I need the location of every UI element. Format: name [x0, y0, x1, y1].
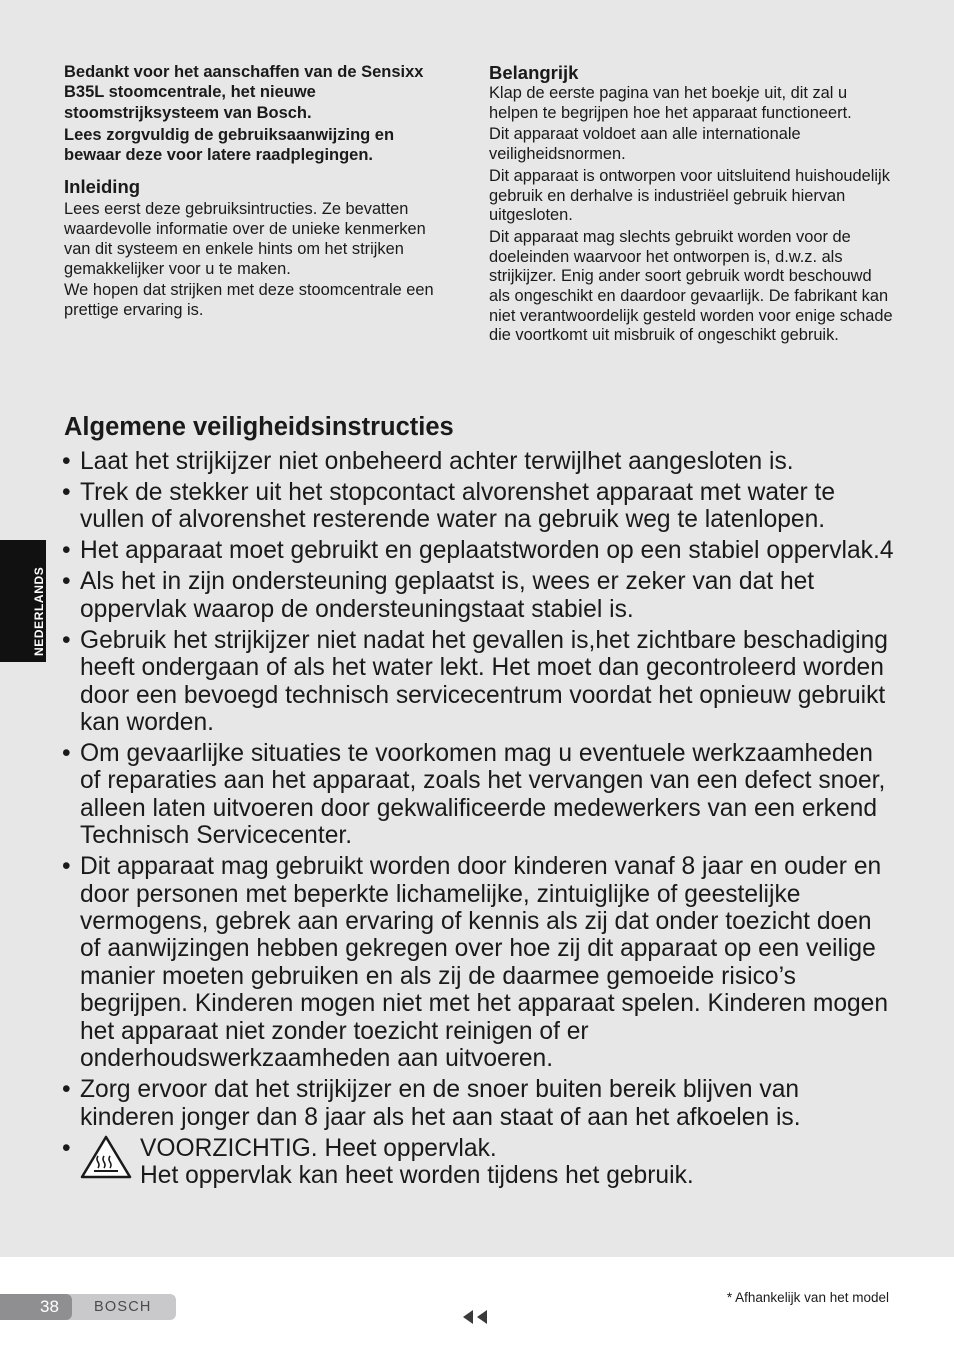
- bullet-marker: •: [62, 626, 71, 654]
- bullet-marker: •: [62, 853, 71, 881]
- belangrijk-paragraph-4: Dit apparaat mag slechts gebruikt worden voor de doeleinden waarvoor het ontworpen is, d.w.z. als strijkijzer. Enig ander soort gebruik wordt beschouwd als ongeschikt en daardoor gevaarlijk. De fabrikant kan niet verantwoordelijk gesteld worden voor enige schade die voortkomt uit misbruik of ongeschikt gebruik.: [489, 227, 893, 345]
- bullet-marker: •: [62, 1076, 71, 1104]
- safety-bullet-item: [62, 568, 894, 623]
- double-left-arrow-icon[interactable]: [461, 1308, 491, 1326]
- warning-line-1: VOORZICHTIG. Heet oppervlak.: [140, 1134, 497, 1162]
- brand-label: BOSCH: [94, 1299, 152, 1315]
- belangrijk-paragraph-3: Dit apparaat is ontworpen voor uitsluitend huishoudelijk gebruik en derhalve is industriëel gebruik hiervan uitgesloten.: [489, 166, 890, 225]
- language-tab-label: NEDERLANDS: [32, 566, 46, 656]
- bullet-marker: •: [62, 479, 71, 506]
- right-column: [489, 62, 894, 346]
- safety-bullet-item: [62, 853, 894, 1072]
- bullet-marker: •: [62, 537, 71, 565]
- safety-bullet-list: [62, 448, 894, 1191]
- bullet-marker: •: [62, 448, 71, 475]
- bullet-text: Het apparaat moet gebruikt en geplaatstworden op een stabiel oppervlak.4: [80, 537, 894, 565]
- heading-inleiding: Inleiding: [64, 176, 141, 198]
- bullet-text: Laat het strijkijzer niet onbeheerd achter terwijlhet aangesloten is.: [80, 448, 794, 475]
- hot-surface-warning-icon: [80, 1135, 132, 1179]
- footnote: * Afhankelijk van het model: [726, 1290, 889, 1305]
- belangrijk-paragraph-1: Klap de eerste pagina van het boekje uit, dit zal u helpen te begrijpen hoe het apparaat functioneert.: [489, 84, 852, 122]
- warning-text: [140, 1135, 694, 1190]
- heading-belangrijk: Belangrijk: [489, 62, 579, 83]
- safety-bullet-item: [62, 448, 894, 475]
- warning-line-2: Het oppervlak kan heet worden tijdens het gebruik.: [140, 1161, 694, 1189]
- bullet-marker: •: [62, 568, 71, 596]
- bullet-text: Om gevaarlijke situaties te voorkomen mag u eventuele werkzaamheden of reparaties aan het apparaat, zoals het vervangen van een defect snoer, alleen laten uitvoeren door gekwalificeerde medewerkers van een erkend Technisch Servicecenter.: [80, 740, 886, 850]
- bullet-text: Trek de stekker uit het stopcontact alvorenshet apparaat met water te vullen of alvorenshet resterende water na gebruik weg te latenlopen.: [80, 479, 836, 534]
- bullet-text: Gebruik het strijkijzer niet nadat het gevallen is,het zichtbare beschadiging heeft ondergaan of als het water lekt. Het moet dan gecontroleerd worden door een bevoegd technisch servicecentrum voordat het opnieuw gebruikt kan worden.: [80, 626, 888, 737]
- left-column: [64, 62, 454, 321]
- inleiding-paragraph-1: Lees eerst deze gebruiksintructies. Ze bevatten waardevolle informatie over de unieke kenmerken van dit systeem en enkele hints om het strijken gemakkelijker voor u te maken.: [64, 200, 426, 278]
- bullet-text: Zorg ervoor dat het strijkijzer en de snoer buiten bereik blijven van kinderen jonger dan 8 jaar als het aan staat of aan het afkoelen is.: [80, 1076, 801, 1131]
- intro-read-carefully: Lees zorgvuldig de gebruiksaanwijzing en bewaar deze voor latere raadplegingen.: [64, 125, 395, 165]
- safety-bullet-item: [62, 1076, 894, 1131]
- safety-bullet-item: [62, 479, 894, 534]
- bullet-text: Als het in zijn ondersteuning geplaatst is, wees er zeker van dat het oppervlak waarop de ondersteuningstaat stabiel is.: [80, 568, 815, 623]
- bullet-marker: •: [62, 1134, 71, 1162]
- bullet-marker: •: [62, 740, 71, 768]
- safety-bullet-item: [62, 627, 894, 737]
- belangrijk-paragraph-2: Dit apparaat voldoet aan alle internationale veiligheidsnormen.: [489, 125, 801, 164]
- safety-bullet-item: [62, 537, 894, 564]
- page-number-box: [0, 1294, 72, 1320]
- safety-title: Algemene veiligheidsinstructies: [64, 413, 454, 441]
- inleiding-paragraph-2: We hopen dat strijken met deze stoomcentrale een prettige ervaring is.: [64, 281, 434, 319]
- intro-thanks: Bedankt voor het aanschaffen van de Sensixx B35L stoomcentrale, het nieuwe stoomstrijksysteem van Bosch.: [64, 63, 424, 122]
- hot-surface-warning: [62, 1135, 894, 1191]
- safety-bullet-item: [62, 740, 894, 850]
- page-number: 38: [40, 1297, 59, 1316]
- bullet-text: Dit apparaat mag gebruikt worden door kinderen vanaf 8 jaar en ouder en door personen met beperkte lichamelijke, zintuiglijke of geestelijke vermogens, gebrek aan ervaring of kennis als zij dat onder toezicht doen of aanwijzingen hebben gekregen over hoe zij dit apparaat op een veilige manier moeten gebruiken en als zij de daarmee gemoeide risico’s begrijpen. Kinderen mogen niet met het apparaat spelen. Kinderen mogen het apparaat niet zonder toezicht reinigen of er onderhoudswerkzaamheden aan uitvoeren.: [80, 853, 889, 1073]
